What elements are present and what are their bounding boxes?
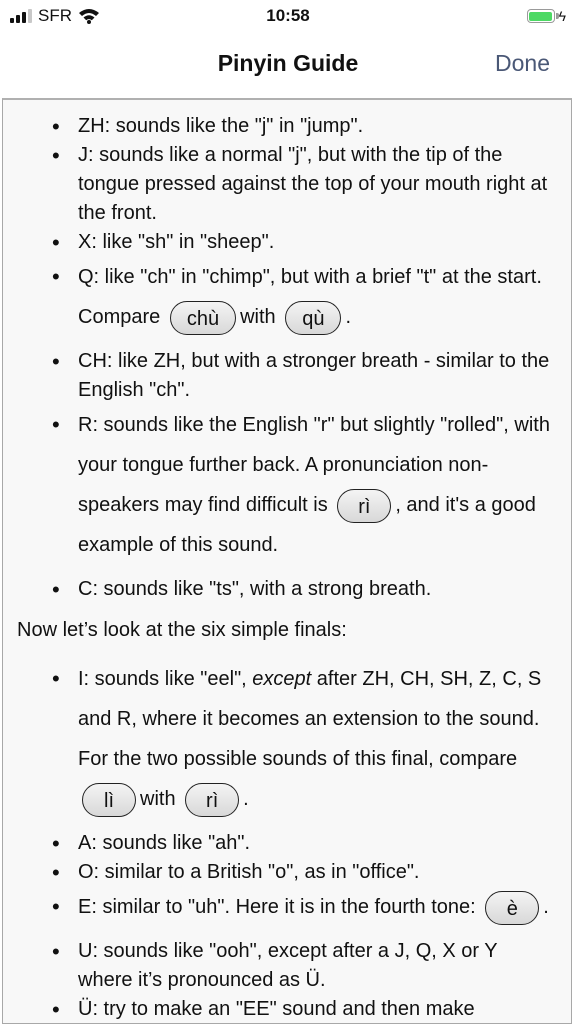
list-item: • ZH: sounds like the "j" in "jump". xyxy=(78,112,571,141)
initials-list xyxy=(3,112,571,604)
list-item: • CH: like ZH, but with a stronger breath - similar to the English "ch". xyxy=(78,347,571,405)
carrier-label: SFR xyxy=(38,6,72,25)
status-bar xyxy=(0,0,576,34)
list-item: • X: like "sh" in "sheep". xyxy=(78,228,571,257)
status-right xyxy=(527,8,566,24)
audio-button-ri[interactable]: rì xyxy=(337,489,391,523)
audio-button-li[interactable]: lì xyxy=(82,783,136,817)
list-item: • Ü: try to make an "EE" sound and then make xyxy=(78,995,571,1024)
list-item: • A: sounds like "ah". xyxy=(78,829,571,858)
list-item: • E: similar to "uh". Here it is in the fourth tone: è . xyxy=(78,887,571,927)
finals-list xyxy=(3,659,571,1024)
audio-button-ri-final[interactable]: rì xyxy=(185,783,239,817)
list-item: • Q: like "ch" in "chimp", but with a brief "t" at the start. Compare chù with qù . xyxy=(78,257,571,337)
status-time: 10:58 xyxy=(266,6,310,25)
audio-button-qu[interactable]: qù xyxy=(285,301,341,335)
list-item: • I: sounds like "eel", except after ZH, CH, SH, Z, C, S and R, where it becomes an extension to the sound. For the two possible sounds of this final, compare lì with rì . xyxy=(78,659,571,819)
battery-icon xyxy=(527,9,555,23)
done-button[interactable]: Done xyxy=(495,50,550,76)
audio-button-chu[interactable]: chù xyxy=(170,301,236,335)
list-item: • U: sounds like "ooh", except after a J, Q, X or Y where it’s pronounced as Ü. xyxy=(78,937,571,995)
finals-intro: Now let’s look at the six simple finals: xyxy=(17,619,347,641)
page-title: Pinyin Guide xyxy=(217,50,359,76)
charging-icon: ϟ xyxy=(558,8,566,24)
list-item: • R: sounds like the English "r" but slightly "rolled", with your tongue further back. A pronunciation non-speakers may find difficult is rì , and it's a good example of this sound. xyxy=(78,405,571,565)
guide-content[interactable] xyxy=(2,98,572,1024)
list-item: • O: similar to a British "o", as in "office". xyxy=(78,858,571,887)
list-item: • J: sounds like a normal "j", but with the tip of the tongue pressed against the top of your mouth right at the front. xyxy=(78,141,571,228)
list-item: • C: sounds like "ts", with a strong breath. xyxy=(78,575,571,604)
audio-button-e[interactable]: è xyxy=(485,891,539,925)
navigation-bar xyxy=(0,34,576,98)
